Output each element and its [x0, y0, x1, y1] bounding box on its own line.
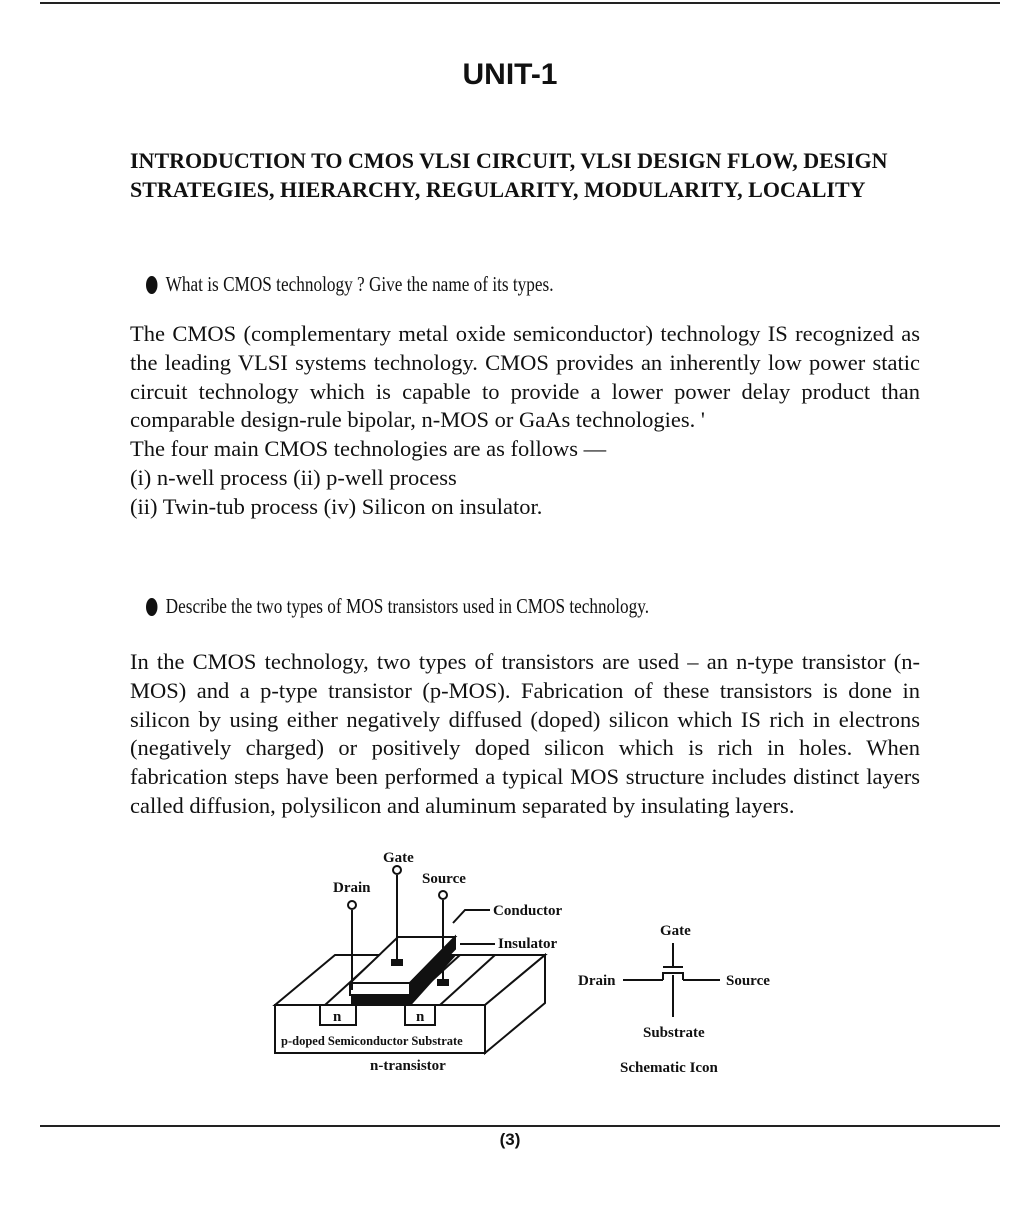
question-1-text: What is CMOS technology ? Give the name of its types. [165, 272, 554, 296]
list-line-1: (i) n-well process (ii) p-well process [130, 464, 457, 490]
schematic-label-gate: Gate [660, 923, 691, 939]
label-source: Source [422, 871, 466, 887]
answer-1 [130, 320, 920, 522]
schematic-label-substrate: Substrate [643, 1025, 705, 1041]
schematic-icon-drawing [623, 943, 720, 1017]
label-insulator: Insulator [498, 936, 558, 952]
label-n-source: n [416, 1009, 425, 1025]
schematic-label-drain: Drain [578, 973, 616, 989]
question-1 [146, 272, 554, 297]
answer-1-paragraph: The CMOS (complementary metal oxide semiconductor) technology IS recognized as the leading VLSI systems technology. CMOS provides an inherently low power static circuit technology which is capable to provide a lower power delay product than comparable design-rule bipolar, n-MOS or GaAs technologies. ' [130, 321, 920, 433]
question-2 [146, 594, 649, 619]
bottom-rule [40, 1125, 1000, 1127]
label-gate: Gate [383, 850, 414, 866]
list-intro: The four main CMOS technologies are as follows — [130, 436, 607, 462]
question-2-text: Describe the two types of MOS transistors used in CMOS technology. [165, 594, 650, 618]
list-line-2: (ii) Twin-tub process (iv) Silicon on insulator. [130, 493, 543, 519]
label-n-drain: n [333, 1009, 342, 1025]
label-substrate: p-doped Semiconductor Substrate [281, 1034, 463, 1048]
section-heading: INTRODUCTION TO CMOS VLSI CIRCUIT, VLSI DESIGN FLOW, DESIGN STRATEGIES, HIERARCHY, REGULARITY, MODULARITY, LOCALITY [130, 148, 888, 202]
answer-2 [130, 648, 920, 821]
n-transistor-drawing [275, 866, 545, 1053]
page-title: UNIT-1 [462, 58, 558, 91]
label-drain: Drain [333, 880, 371, 896]
bullet-icon [146, 598, 157, 616]
caption-schematic-icon: Schematic Icon [620, 1060, 718, 1076]
bullet-icon [146, 276, 157, 294]
mos-transistor-figure [270, 845, 790, 1080]
schematic-label-source: Source [726, 973, 770, 989]
answer-2-paragraph: In the CMOS technology, two types of transistors are used – an n-type transistor (n-MOS) and a p-type transistor (p-MOS). Fabrication of these transistors is done in silicon by using either negatively diffused (doped) silicon which IS rich in electrons (negatively charged) or positively doped silicon which is rich in holes. When fabrication steps have been performed a typical MOS structure includes distinct layers called diffusion, polysilicon and aluminum separated by insulating layers. [130, 649, 920, 818]
caption-n-transistor: n-transistor [370, 1058, 446, 1074]
page-number: (3) [499, 1130, 521, 1149]
top-rule [40, 2, 1000, 4]
label-conductor: Conductor [493, 903, 563, 919]
